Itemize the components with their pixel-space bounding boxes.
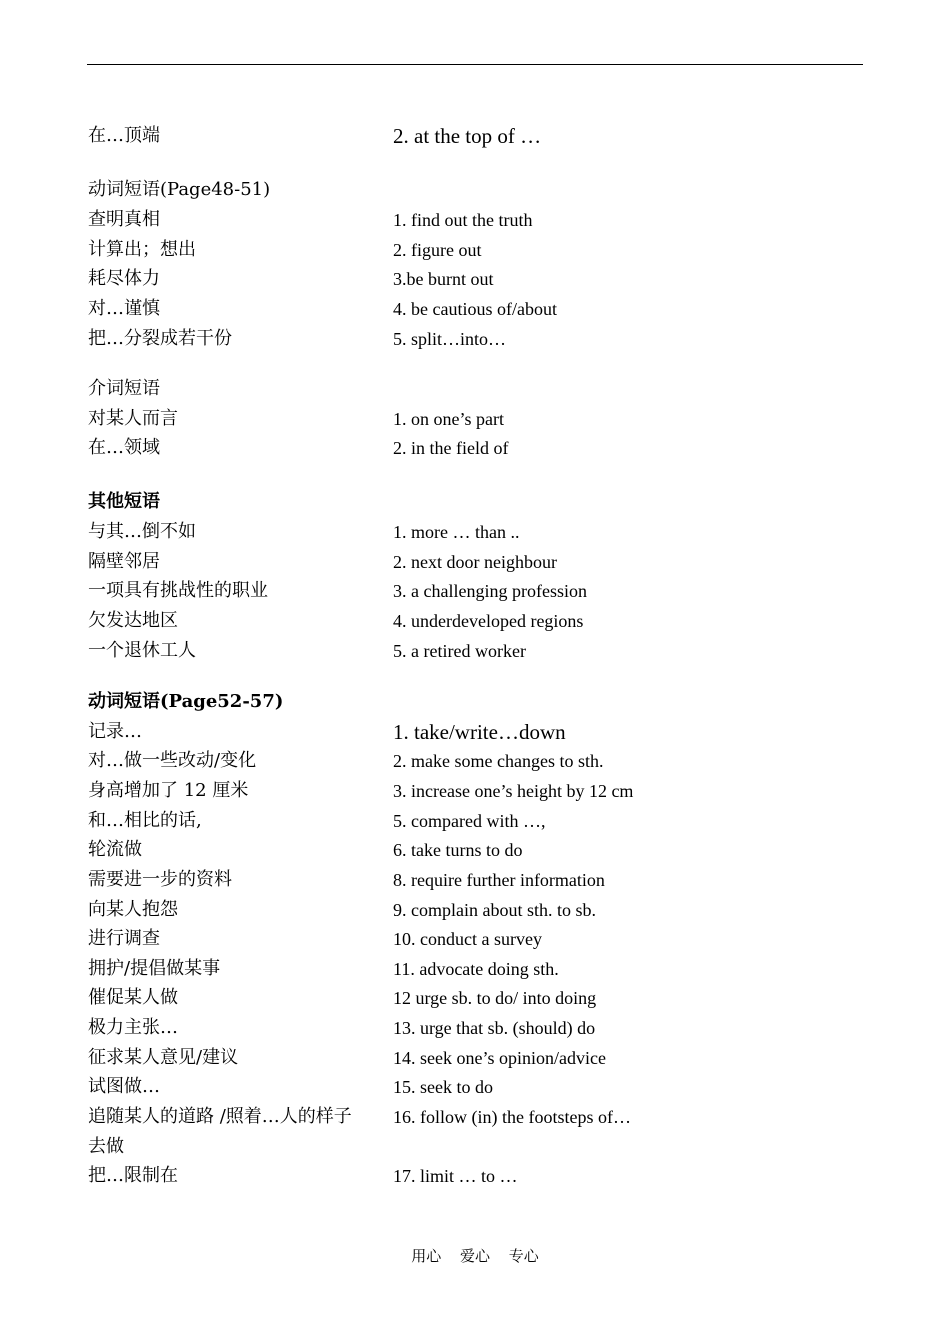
phrase-english: 2. figure out [393,240,482,260]
phrase-chinese: 查明真相 [88,209,160,230]
phrase-chinese: 隔壁邻居 [88,551,160,572]
phrase-chinese: 身高增加了 12 厘米 [88,780,249,801]
phrase-chinese: 试图做… [88,1076,160,1097]
phrase-chinese: 对某人而言 [88,408,178,429]
phrase-english: 16. follow (in) the footsteps of… [393,1107,631,1127]
phrase-chinese: 耗尽体力 [88,268,160,289]
phrase-chinese: 征求某人意见/建议 [88,1047,239,1068]
phrase-english: 3.be burnt out [393,269,494,289]
phrase-chinese: 和…相比的话, [88,810,202,831]
phrase-chinese: 轮流做 [88,839,142,860]
section-heading-verb-phrases-52-57: 动词短语(Page52-57) [88,691,284,712]
phrase-english: 1. find out the truth [393,210,533,230]
phrase-chinese: 计算出；想出 [88,239,196,260]
phrase-chinese: 去做 [88,1136,124,1157]
phrase-chinese: 催促某人做 [88,987,178,1008]
phrase-chinese: 对…谨慎 [88,298,160,319]
phrase-chinese: 在…领域 [88,437,160,458]
phrase-chinese: 记录… [88,721,142,742]
phrase-chinese: 把…分裂成若干份 [88,328,232,349]
phrase-english: 1. take/write…down [393,720,566,744]
phrase-english: 6. take turns to do [393,840,523,860]
phrase-english: 3. a challenging profession [393,581,587,601]
phrase-chinese: 一个退休工人 [88,640,196,661]
phrase-chinese: 拥护/提倡做某事 [88,958,221,979]
phrase-chinese: 一项具有挑战性的职业 [88,580,268,601]
phrase-english: 3. increase one’s height by 12 cm [393,781,634,801]
phrase-english: 9. complain about sth. to sb. [393,900,596,920]
page-footer: 用心 爱心 专心 [411,1247,539,1265]
phrase-english: 10. conduct a survey [393,929,542,949]
phrase-english: 12 urge sb. to do/ into doing [393,988,597,1008]
phrase-english: 2. next door neighbour [393,552,557,572]
phrase-chinese: 需要进一步的资料 [88,869,232,890]
phrase-chinese: 把…限制在 [88,1165,178,1186]
section-heading-verb-phrases-48-51: 动词短语(Page48-51) [88,179,271,200]
phrase-english: 5. split…into… [393,329,507,349]
header-rule [87,64,863,65]
phrase-english: 5. a retired worker [393,641,526,661]
phrase-english: 8. require further information [393,870,605,890]
phrase-english: 14. seek one’s opinion/advice [393,1048,606,1068]
phrase-chinese: 向某人抱怨 [88,899,178,920]
phrase-chinese: 极力主张… [88,1017,178,1038]
phrase-chinese: 欠发达地区 [88,610,178,631]
section-heading-other-phrases: 其他短语 [88,491,160,512]
phrase-english: 11. advocate doing sth. [393,959,559,979]
phrase-english: 17. limit … to … [393,1166,518,1186]
phrase-english: 2. in the field of [393,438,509,458]
phrase-english: 13. urge that sb. (should) do [393,1018,596,1038]
phrase-english: 4. be cautious of/about [393,299,557,319]
section-heading-prepositional-phrases: 介词短语 [88,378,160,399]
phrase-chinese: 进行调查 [88,928,160,949]
phrase-english: 5. compared with …, [393,811,546,831]
phrase-chinese: 与其…倒不如 [88,521,196,542]
phrase-english: 2. at the top of … [393,124,542,148]
phrase-english: 4. underdeveloped regions [393,611,584,631]
phrase-english: 15. seek to do [393,1077,493,1097]
phrase-english: 2. make some changes to sth. [393,751,604,771]
phrase-english: 1. on one’s part [393,409,504,429]
phrase-chinese: 对…做一些改动/变化 [88,750,257,771]
phrase-chinese: 在…顶端 [88,125,160,146]
phrase-english: 1. more … than .. [393,522,520,542]
phrase-chinese: 追随某人的道路 /照着…人的样子 [88,1106,352,1127]
